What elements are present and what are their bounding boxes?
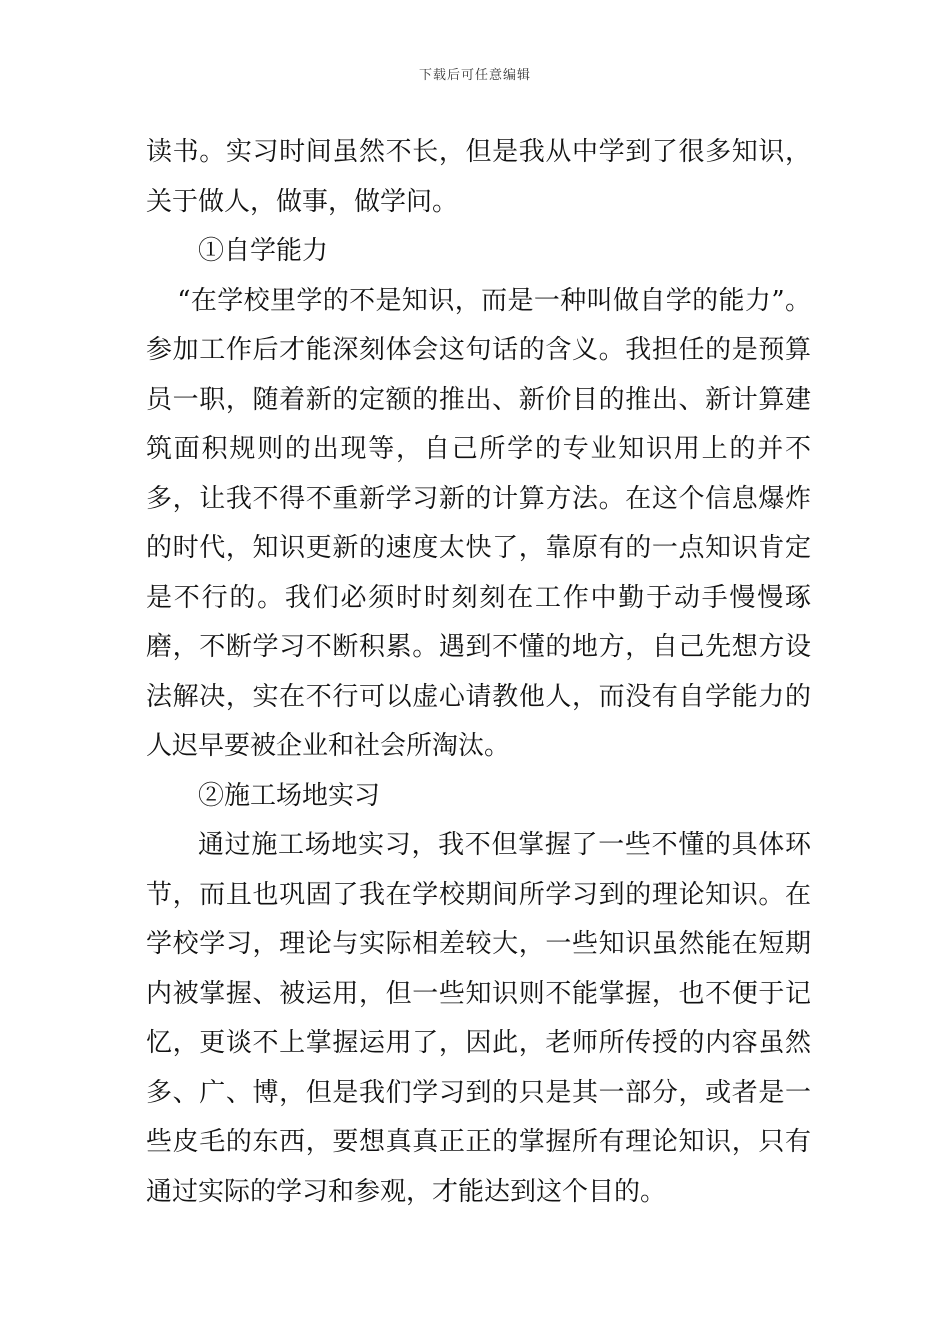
paragraph-intro: 读书。实习时间虽然不长，但是我从中学到了很多知识，关于做人，做事，做学问。	[146, 137, 811, 217]
body-text	[146, 128, 811, 1217]
paragraph-site-practice: 通过施工场地实习，我不但掌握了一些不懂的具体环节，而且也巩固了我在学校期间所学习到的理论知识。在学校学习，理论与实际相差较大，一些知识虽然能在短期内被掌握、被运用，但一些知识则不能掌握，也不便于记忆，更谈不上掌握运用了，因此，老师所传授的内容虽然多、广、博，但是我们学习到的只是其一部分，或者是一些皮毛的东西，要想真真正正的掌握所有理论知识，只有通过实际的学习和参观，才能达到这个目的。	[146, 830, 811, 1207]
page-header: 下载后可任意编辑	[418, 68, 531, 83]
section-heading-site-practice: ②施工场地实习	[198, 780, 381, 811]
section-heading-self-study: ①自学能力	[198, 236, 329, 266]
paragraph-self-study: “在学校里学的不是知识，而是一种叫做自学的能力”。参加工作后才能深刻体会这句话的含义。我担任的是预算员一职，随着新的定额的推出、新价目的推出、新计算建筑面积规则的出现等，自己所学的专业知识用上的并不多，让我不得不重新学习新的计算方法。在这个信息爆炸的时代，知识更新的速度太快了，靠原有的一点知识肯定是不行的。我们必须时时刻刻在工作中勤于动手慢慢琢磨，不断学习不断积累。遇到不懂的地方，自己先想方设法解决，实在不行可以虚心请教他人，而没有自学能力的人迟早要被企业和社会所淘汰。	[146, 285, 811, 761]
